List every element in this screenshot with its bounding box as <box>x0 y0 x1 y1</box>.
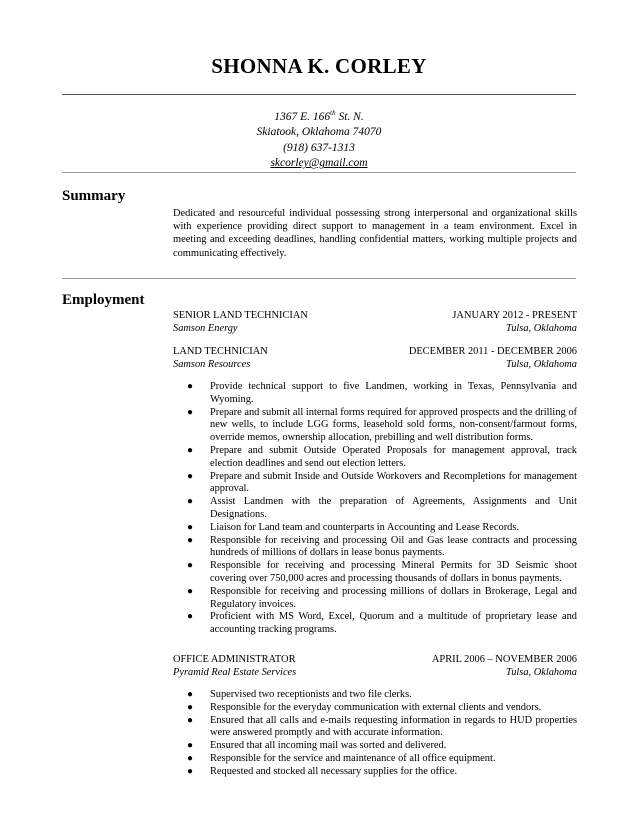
list-item <box>173 740 577 753</box>
duty-text: Requested and stocked all necessary supplies for the office. <box>210 765 458 777</box>
ordinal-suffix: th <box>330 109 336 117</box>
list-item <box>173 381 577 407</box>
bullet-icon: ● <box>187 534 194 546</box>
list-item <box>173 702 577 715</box>
job-dates: JANUARY 2012 - PRESENT <box>452 310 577 321</box>
job-company: Samson Resources <box>173 359 251 371</box>
duty-text: Assist Landmen with the preparation of Agreements, Assignments and Unit Designations. <box>210 496 577 520</box>
list-item <box>173 471 577 497</box>
land-technician-duties <box>173 381 577 637</box>
job-company: Samson Energy <box>173 323 238 335</box>
email-link[interactable]: skcorley@gmail.com <box>270 157 368 170</box>
bullet-icon: ● <box>187 740 194 752</box>
list-item <box>173 766 577 779</box>
job-company: Pyramid Real Estate Services <box>173 667 297 679</box>
job-title: LAND TECHNICIAN <box>173 346 268 357</box>
office-administrator-duties <box>173 689 577 779</box>
street-number: 1367 E. 166 <box>274 110 331 123</box>
duty-text: Responsible for receiving and processing millions of dollars in Brokerage, Legal and Regulatory invoices. <box>210 585 577 610</box>
bullet-icon: ● <box>187 611 194 623</box>
bullet-icon: ● <box>187 521 194 533</box>
list-item <box>173 689 577 702</box>
duty-text: Responsible for the everyday communication with external clients and vendors. <box>210 701 542 713</box>
duty-text: Ensured that all incoming mail was sorted and delivered. <box>210 740 447 752</box>
street-name: St. N. <box>335 110 364 123</box>
bullet-icon: ● <box>187 689 194 700</box>
duty-text: Responsible for the service and maintenance of all office equipment. <box>210 752 496 764</box>
bullet-icon: ● <box>187 765 194 777</box>
job-location: Tulsa, Oklahoma <box>505 667 577 679</box>
summary-heading: Summary <box>62 188 126 204</box>
list-item <box>173 586 577 612</box>
job-dates: APRIL 2006 – NOVEMBER 2006 <box>431 654 577 665</box>
contact-block <box>0 106 638 172</box>
job-location: Tulsa, Oklahoma <box>505 323 577 335</box>
address-line-1 <box>0 106 638 125</box>
job-title: SENIOR LAND TECHNICIAN <box>173 310 308 321</box>
list-item <box>173 496 577 522</box>
list-item <box>173 522 577 535</box>
duty-text: Responsible for receiving and processing Oil and Gas lease contracts and processing hundreds of millions of dollars in lease bonus payments. <box>210 534 577 559</box>
job-entry <box>173 653 577 679</box>
phone-number: (918) 637-1313 <box>283 141 355 154</box>
bullet-icon: ● <box>187 381 194 392</box>
duty-text: Prepare and submit all internal forms required for approved prospects and the drilling of new wells, to include LGG forms, leasehold sold forms, non-consent/farmout forms, override memos, ownership allocation, prebilling and well distribution forms. <box>210 406 577 444</box>
job-header-row <box>173 309 577 322</box>
duty-text: Proficient with MS Word, Excel, Quorum and a multitude of proprietary lease and accounting tracking programs. <box>210 611 577 636</box>
contact-divider <box>62 172 576 173</box>
header-divider <box>62 94 576 95</box>
job-company-row <box>173 322 577 335</box>
duty-text: Ensured that all calls and e-mails requesting information in regards to HUD properties were answered promptly and with accurate information. <box>210 714 577 739</box>
job-location: Tulsa, Oklahoma <box>505 359 577 371</box>
list-item <box>173 715 577 741</box>
job-title: OFFICE ADMINISTRATOR <box>173 654 296 665</box>
job-entry <box>173 345 577 371</box>
duty-text: Prepare and submit Inside and Outside Workovers and Recompletions for management approval. <box>210 470 577 495</box>
duty-text: Responsible for receiving and processing Mineral Permits for 3D Seismic shoot covering over 750,000 acres and processing thousands of dollars in bonus payments. <box>210 560 577 584</box>
list-item <box>173 407 577 445</box>
bullet-icon: ● <box>187 444 194 456</box>
duty-text: Liaison for Land team and counterparts in Accounting and Lease Records. <box>210 521 520 533</box>
job-dates: DECEMBER 2011 - DECEMBER 2006 <box>408 346 577 357</box>
bullet-icon: ● <box>187 585 194 597</box>
employment-heading: Employment <box>62 292 145 308</box>
job-header-row <box>173 345 577 358</box>
resume-name: SHONNA K. CORLEY <box>211 54 427 78</box>
job-company-row <box>173 666 577 679</box>
bullet-icon: ● <box>187 406 194 418</box>
bullet-icon: ● <box>187 701 194 713</box>
summary-text: Dedicated and resourceful individual possessing strong interpersonal and organizational skills with experience providing direct support to management in a team environment. Excel in meeting and exceeding deadlines, handling confidential matters, working multiple projects and communicating effectively. <box>173 208 577 259</box>
list-item <box>173 560 577 586</box>
list-item <box>173 753 577 766</box>
duty-text: Supervised two receptionists and two file clerks. <box>210 689 412 700</box>
bullet-icon: ● <box>187 470 194 482</box>
summary-divider <box>62 278 576 279</box>
bullet-icon: ● <box>187 560 194 572</box>
list-item <box>173 611 577 637</box>
list-item <box>173 535 577 561</box>
job-entry <box>173 309 577 335</box>
bullet-icon: ● <box>187 752 194 764</box>
bullet-icon: ● <box>187 714 194 726</box>
address-line-2: Skiatook, Oklahoma 74070 <box>256 126 382 139</box>
job-header-row <box>173 653 577 666</box>
list-item <box>173 445 577 471</box>
bullet-icon: ● <box>187 496 194 508</box>
job-company-row <box>173 358 577 371</box>
duty-text: Prepare and submit Outside Operated Proposals for management approval, track election deadlines and send out election letters. <box>210 444 577 469</box>
duty-text: Provide technical support to five Landmen, working in Texas, Pennsylvania and Wyoming. <box>210 381 577 405</box>
